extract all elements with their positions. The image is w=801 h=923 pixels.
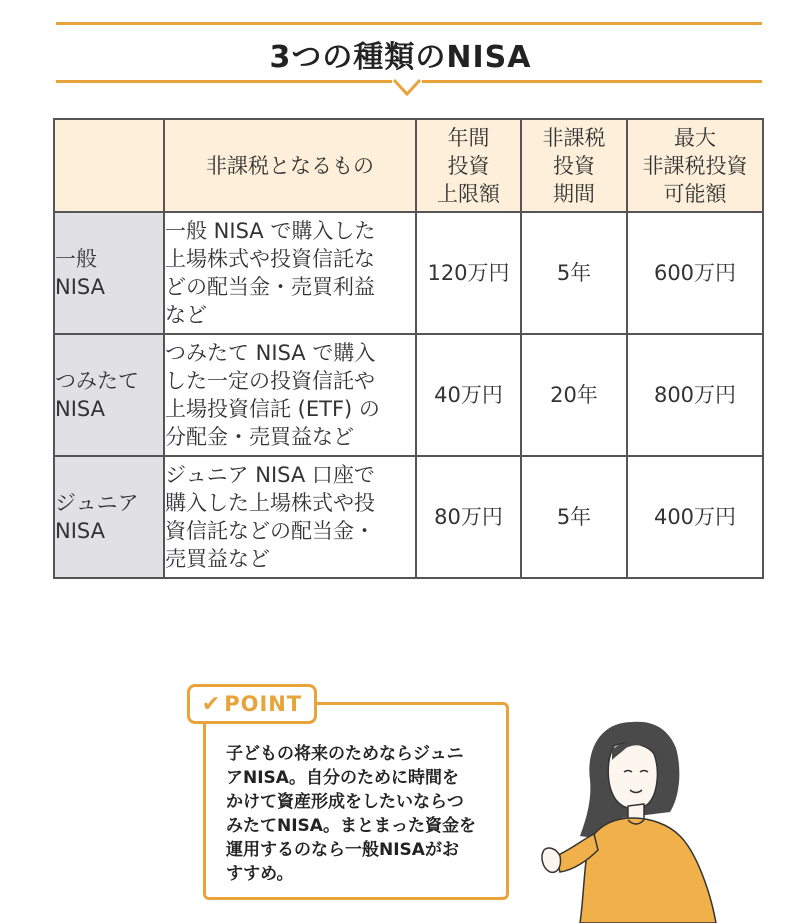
row-annual-limit: 80万円 — [416, 456, 521, 578]
header-max-amount: 最大 非課税投資 可能額 — [627, 119, 763, 212]
row-period: 20年 — [521, 334, 627, 456]
title-notch-icon — [392, 76, 422, 98]
nisa-comparison-table — [53, 118, 764, 579]
table-row — [54, 456, 763, 578]
header-desc: 非課税となるもの — [164, 119, 416, 212]
point-line: アNISA。自分のために時間を — [226, 768, 459, 788]
row-desc: 一般 NISA で購入した 上場株式や投資信託な どの配当金・売買利益 など — [164, 212, 416, 334]
row-max-amount: 400万円 — [627, 456, 763, 578]
point-line: みたてNISA。まとまった資金を — [226, 816, 476, 836]
row-type-tsumitate: つみたて NISA — [54, 334, 164, 456]
row-annual-limit: 40万円 — [416, 334, 521, 456]
header-tax-free-period: 非課税 投資 期間 — [521, 119, 627, 212]
table-header-row — [54, 119, 763, 212]
row-desc: ジュニア NISA 口座で 購入した上場株式や投 資信託などの配当金・ 売買益など — [164, 456, 416, 578]
row-type-junior: ジュニア NISA — [54, 456, 164, 578]
row-annual-limit: 120万円 — [416, 212, 521, 334]
header-annual-limit: 年間 投資 上限額 — [416, 119, 521, 212]
header-corner-cell — [54, 119, 164, 212]
point-line: 運用するのなら一般NISAがお — [226, 840, 459, 860]
point-tab — [187, 684, 317, 724]
point-line: すすめ。 — [226, 864, 294, 884]
point-line: かけて資産形成をしたいならつ — [226, 792, 464, 812]
woman-illustration-icon — [540, 700, 740, 923]
page-title: 3つの種類のNISA — [269, 40, 532, 75]
row-max-amount: 800万円 — [627, 334, 763, 456]
table-row — [54, 334, 763, 456]
checkmark-icon: ✔ — [201, 691, 221, 717]
row-desc: つみたて NISA で購入 した一定の投資信託や 上場投資信託 (ETF) の 分配金・売買益など — [164, 334, 416, 456]
point-line: 子どもの将来のためならジュニ — [226, 744, 464, 764]
row-period: 5年 — [521, 456, 627, 578]
row-type-general: 一般 NISA — [54, 212, 164, 334]
title-banner — [0, 0, 801, 110]
table-row — [54, 212, 763, 334]
point-text — [226, 742, 494, 886]
row-period: 5年 — [521, 212, 627, 334]
title-top-rule — [56, 22, 762, 25]
point-label: POINT — [224, 692, 303, 716]
row-max-amount: 600万円 — [627, 212, 763, 334]
